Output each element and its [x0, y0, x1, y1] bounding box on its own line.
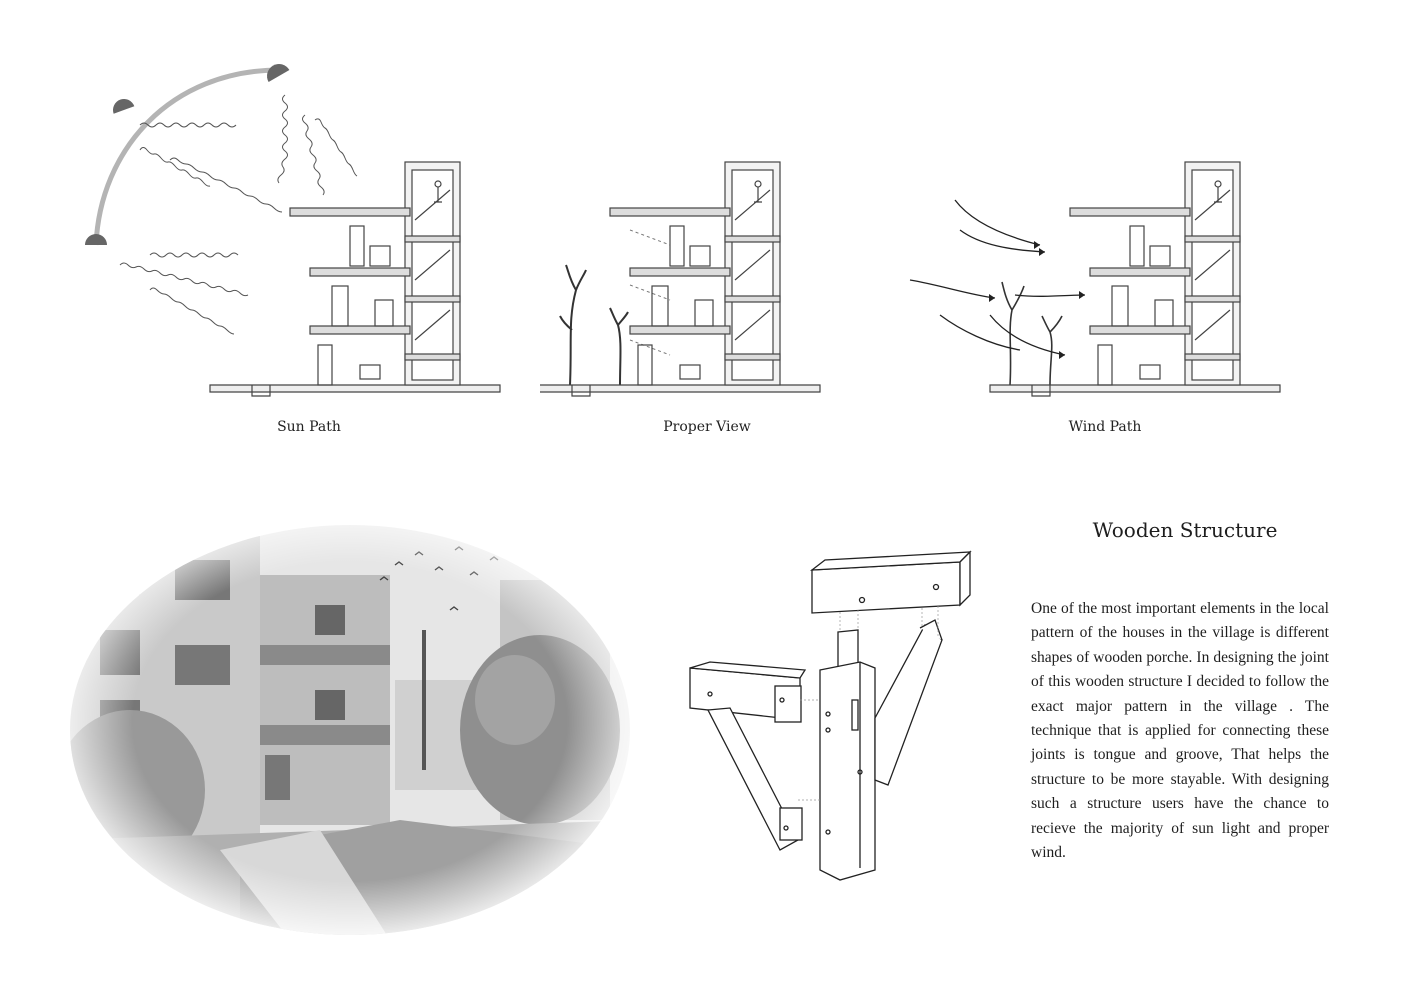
wind-path-caption: Wind Path: [1068, 419, 1142, 435]
description-paragraph: One of the most important elements in the local pattern of the houses in the village is different shapes of wooden porche. In designing the joint of this wooden structure I decided to follow the exact major pattern in the village . The technique that is applied for connecting these joints is tongue and groove, That helps the structure to be more stayable. With designing such a structure users have the chance to recieve the majority of sun light and proper wind.: [1031, 600, 1329, 862]
wind-path-diagram: [900, 40, 1300, 410]
sun-path-caption: Sun Path: [277, 419, 341, 435]
proper-view-caption: Proper View: [663, 419, 751, 435]
proper-view-diagram: [540, 40, 840, 410]
sun-path-diagram: [60, 40, 520, 410]
wooden-joint-drawing: [680, 550, 980, 890]
section-heading: Wooden Structure: [1092, 518, 1278, 542]
sun-icon: [85, 234, 107, 245]
sun-icon: [110, 96, 134, 114]
village-render-image: [60, 520, 640, 940]
